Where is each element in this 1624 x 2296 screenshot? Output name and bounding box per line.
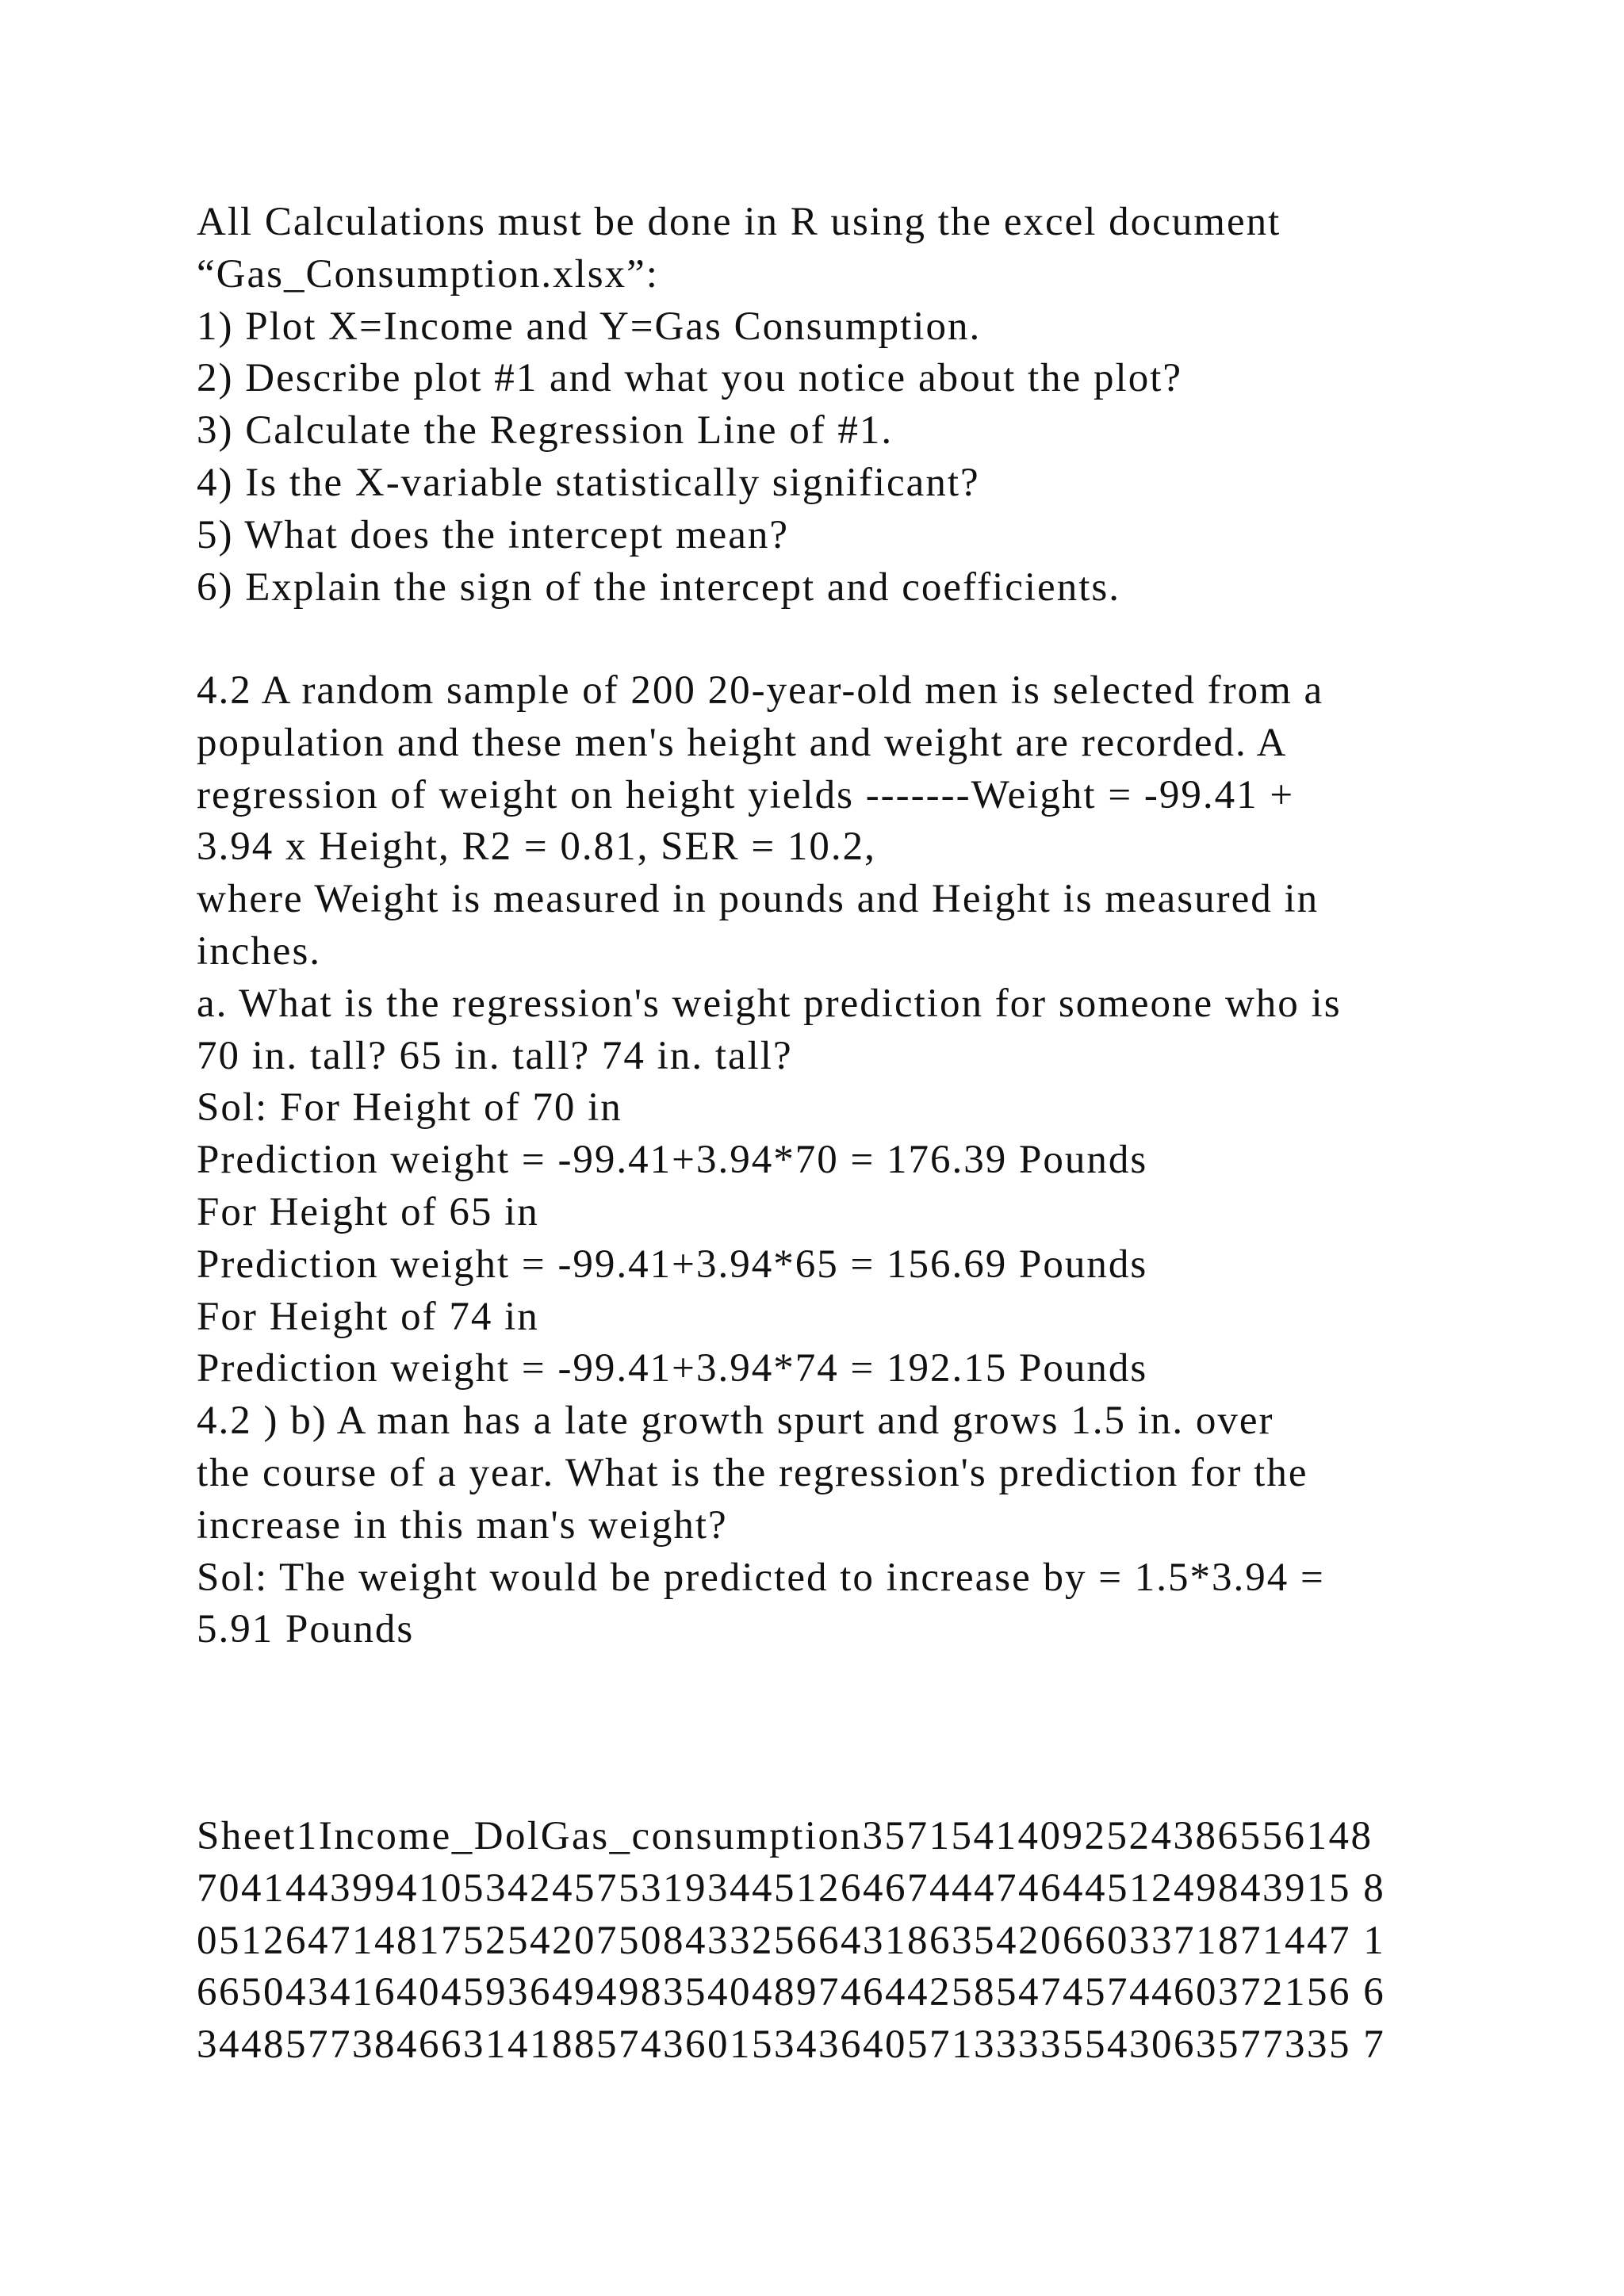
assignment-intro-line-1: All Calculations must be done in R using the excel document — [197, 200, 1281, 244]
problem-line: where Weight is measured in pounds and Height is measured in — [197, 877, 1320, 922]
problem-line: 70 in. tall? 65 in. tall? 74 in. tall? — [197, 1033, 793, 1078]
question-2: 2) Describe plot #1 and what you notice about the plot? — [197, 356, 1183, 401]
problem-line: the course of a year. What is the regression's prediction for the — [197, 1450, 1308, 1495]
question-3: 3) Calculate the Regression Line of #1. — [197, 408, 894, 453]
solution-line: 5.91 Pounds — [197, 1607, 415, 1652]
solution-line: For Height of 74 in — [197, 1294, 539, 1339]
solution-line: Prediction weight = -99.41+3.94*70 = 176.39 Pounds — [197, 1138, 1148, 1183]
sheet-data-line: Sheet1Income_DolGas_consumption35715414092524386556148 — [197, 1814, 1373, 1858]
assignment-section — [197, 197, 1465, 614]
problem-line: 4.2 ) b) A man has a late growth spurt and grows 1.5 in. over — [197, 1399, 1274, 1444]
sheet-data-line: 0512647148175254207508433256643186354206603371871447 1 — [197, 1918, 1386, 1963]
sheet-data-line: 7041443994105342457531934451264674447464451249843915 8 — [197, 1866, 1386, 1911]
sheet-data-section — [197, 1811, 1465, 2072]
problem-line: 3.94 x Height, R2 = 0.81, SER = 10.2, — [197, 825, 876, 870]
question-5: 5) What does the intercept mean? — [197, 512, 790, 557]
problem-line: 4.2 A random sample of 200 20-year-old men is selected from a — [197, 668, 1324, 713]
solution-line: Prediction weight = -99.41+3.94*65 = 156.69 Pounds — [197, 1242, 1148, 1287]
sheet-data-line: 3448577384663141885743601534364057133335543063577335 7 — [197, 2022, 1386, 2068]
problem-line: population and these men's height and weight are recorded. A — [197, 720, 1288, 765]
problem-line: a. What is the regression's weight prediction for someone who is — [197, 981, 1342, 1026]
solution-line: Sol: For Height of 70 in — [197, 1085, 622, 1131]
problem-4-2-section — [197, 665, 1465, 1656]
solution-line: Prediction weight = -99.41+3.94*74 = 192.15 Pounds — [197, 1346, 1148, 1391]
problem-line: increase in this man's weight? — [197, 1502, 728, 1548]
assignment-intro-line-2: “Gas_Consumption.xlsx”: — [197, 251, 659, 297]
solution-line: For Height of 65 in — [197, 1189, 539, 1234]
solution-line: Sol: The weight would be predicted to increase by = 1.5*3.94 = — [197, 1555, 1325, 1600]
sheet-data-line: 6650434164045936494983540489746442585474574460372156 6 — [197, 1970, 1386, 2015]
question-4: 4) Is the X-variable statistically significant? — [197, 460, 980, 505]
problem-line: regression of weight on height yields -------Weight = -99.41 + — [197, 772, 1295, 817]
question-1: 1) Plot X=Income and Y=Gas Consumption. — [197, 304, 982, 349]
question-6: 6) Explain the sign of the intercept and coefficients. — [197, 564, 1120, 610]
problem-line: inches. — [197, 928, 322, 974]
